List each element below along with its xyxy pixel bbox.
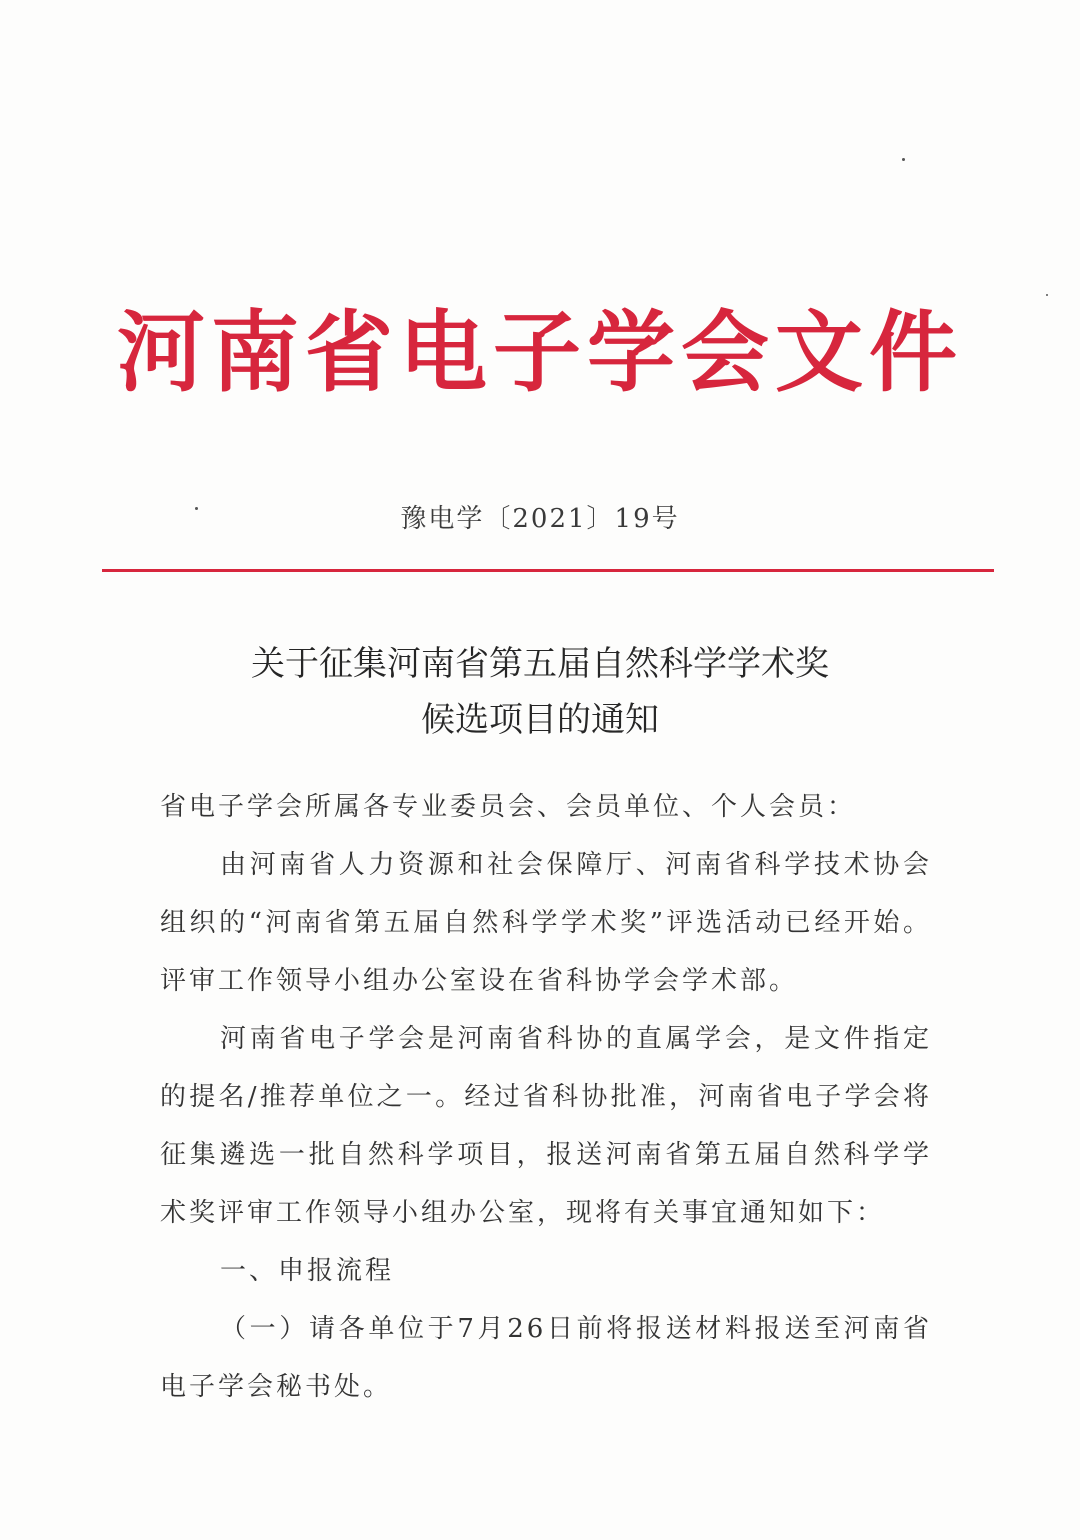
scan-speck xyxy=(902,158,905,161)
document-number: 豫电学〔2021〕19号 xyxy=(400,504,680,534)
notice-title-line-2: 候选项目的通知 xyxy=(421,700,659,740)
notice-title xyxy=(0,636,1080,748)
section-heading-1: 一、申报流程 xyxy=(220,1256,395,1286)
scan-speck xyxy=(1046,294,1048,296)
masthead-title: 河南省电子学会文件 xyxy=(116,301,963,404)
paragraph-1: 由河南省人力资源和社会保障厅、河南省科学技术协会组织的“河南省第五届自然科学学术奖”评选活动已经开始。评审工作领导小组办公室设在省科协学会学术部。 xyxy=(160,850,932,996)
salutation: 省电子学会所属各专业委员会、会员单位、个人会员： xyxy=(160,792,857,822)
red-divider-line xyxy=(102,569,994,572)
notice-body xyxy=(160,778,932,1416)
scan-speck xyxy=(195,507,198,510)
list-item-1: （一）请各单位于7月26日前将报送材料报送至河南省电子学会秘书处。 xyxy=(160,1314,932,1402)
notice-title-line-1: 关于征集河南省第五届自然科学学术奖 xyxy=(251,644,829,684)
paragraph-2: 河南省电子学会是河南省科协的直属学会，是文件指定的提名/推荐单位之一。经过省科协批准，河南省电子学会将征集遴选一批自然科学项目，报送河南省第五届自然科学学术奖评审工作领导小组办公室，现将有关事宜通知如下： xyxy=(160,1024,932,1228)
